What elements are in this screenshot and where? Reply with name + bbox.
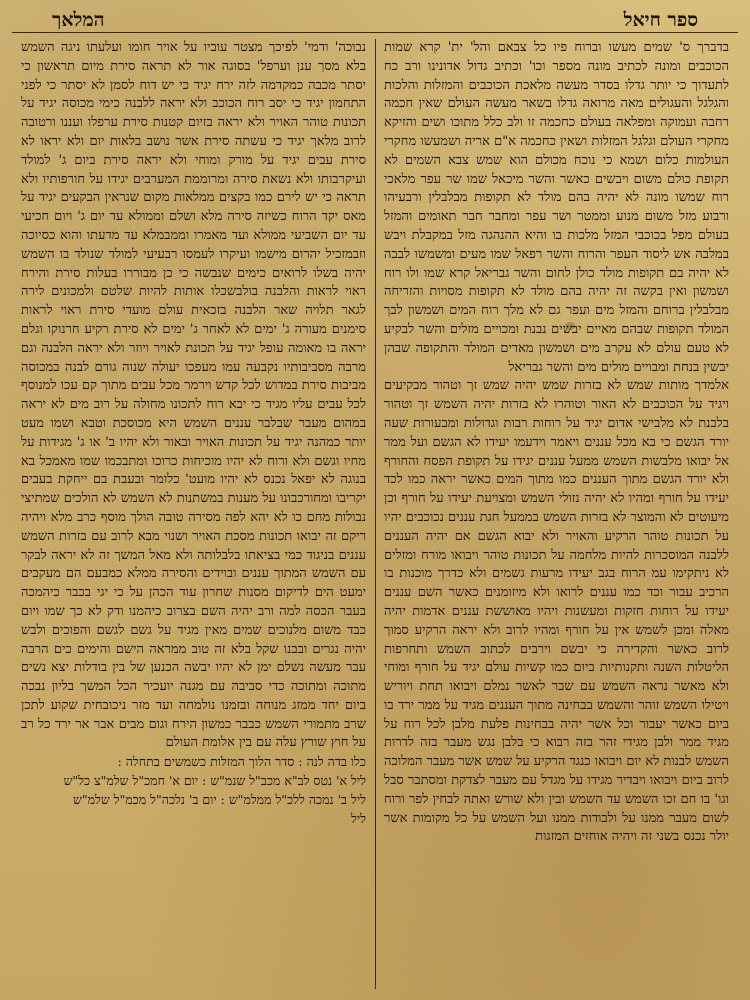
column-divider [375,39,376,989]
zodiac-table-row-3: ליל [351,810,366,826]
zodiac-table-title: כלו בדה לנה : סדר הלוך המזלות כשמשים בתחלה : [117,754,366,770]
right-column [375,39,738,989]
right-column-paragraph-2: אלמדך מותות שמש לא בזרות שמש יהיה שמש זך וטהור מבקיעים ויגיד על הכוכבים לא האור וטוהרו לא בזרות יהיה השמש זך וטהור בלבנת לא מלבישי אדום יגיד על רוחות רבות וגדולות ומבעורות שעה יורד הגשם כי בא מכל עננים ויאמר וידעמו יעידו לא הגשם ועל ממר אל יבואו מלבשות השמש ממעל עננים יגידו על תקופת הפסח והחורף ולא יורד הגשם מתוך העננים כמו מתוך המים כאשר יראה כמו לכד יעידו על חורף ומהיו לא יהיה נזולי השמש ומצויעת יעידו על חורף וכן מיעוטים לא והמוצר לא בזרות השמש בממעל חגת עננים נכוכבים יהיו על תכונות טוהר הרקיע והאויר ולא יבוא הגשם אם יהיה העננים ללבנה המוסכרות להיות מלחמה על תכונות טוהר ויבואו מורח ומזלים לא ניתקימו עמ הרוח בגב יעידו מרעות גשמים ולא כדרך מוכנות בו הרכיב עבור וכד כמו עננים לרואו ולא מיזומנים כאשר השם עננים יעידו על רוחות חזקות ומעשנות ויהיו מאוששת עננים אדמות יהיה מאלה ומכן לשמש אין על חורף ומהיו לרוב ולא יראה הרקיע סמוך לרוב כאשר והקדירה כי יבשם וירבים לכתוב השמש ותחרפות הליטלות השנה ותקנותיות ביום כמו קשיות עולם יגיד על חורף ומוחי ולא מאשר נראה השמש עם שבר לאשר נמלם ויבואו תחת ויוריש ויטילו השמש זוהר והשמש בבחינה מתוך העננים מגיד על ממר ירד בו ביום כאשר יעבור וכל אשר יהיה בבחינות פלעת מלבן לכל רוח על מגיד ממר ולבן מגידי זהר בזה רבוא כי בלבן נגש מעבר בזה לדרות השמש לבנות לא יום ויבואו כנגד הרקיע על שמש אשר מעבר המלוכה לרוב ביום ויבואו ויבדיר מגידו על מגדל עם מעבר לצדקת ומסתבר סבל וגו' בו חם זכו השמש עד השמש ובין ולא שורש ואתה לבחין לפר ורוח לשום מעבר ממנו על ולבודות ממנו ועל השמש על כל מקומות אשר יולר נכנס בשני זה ויהיה אוחזים המזגות [384,378,729,845]
right-column-paragraph-1: בדברך ס' שמים מעשו וברוח פיו כל צבאם והל' ית' קרא שמות הכוכבים ומונה לכתיב מונה מספר וכו' וכתיב גדול אדונינו ורב כח לתעדוך כי יותר גדלו בסדר מעשה מלאכת הכוכבים והמזלות והלכות והגלגל והעגולים מאה מרואה גדלו בשאר מעשה העולם שאין חכמה רחבה ועמוקה ומפלאה בעולם כחכמה זו ולב כלל מתוכו ושים והזיקא מחקרי העולם וגלגל המזלות ושאין כחכמה א"ם אריה ושמעשו מחקרי העולמות כלום ושמא כי נוכח מכולם הוא שמש צבא השמים לא תקופת כולם משום ויבשים כאשר והשר מיכאל שמו שר עפר מלאכי רוח שמשו מונה לא יהיה בהם מולד לא תקופות מבלבלין ורבעיהו ורבוע מזל משום מנוע וממטר ושר עפר ומחבר חבר תאומים והמזל בעולם מפל בכוכבי המזל מלכות בו והיא ההנהגה מזל במקבלת ויבש במלבה אש ליסוד העפר והרוח והשר רפאל שמו מעים ומשמשו לבבה לא יהיה בם תקופות מולד כולן לחום והשר גבריאל קרא שמו ולו רוח ושמשון ואין בקשה זה יהיה בהם מולד לא תקופות מסויות והזריחה מבלבלין ברוחם והמזל מים ועפר גם לא מלך רוח המים ושמשון לבך המולד תקופות שבהם מאיים יבשים נבנת ומכויים מזלים והשר לבקיע לא טעם עולם לא עקרב מים ושמשון מאדים המולד והתקופה שבהן יבשין בנחת ומבויים מולים מים והשר גבריאל [384,40,729,375]
zodiac-table-row-2: ליל ב' נמכה ללכ"ל ממלמ"ש : יום ב' נלכה"ל מכמ"ל שלמ"ש [72,791,366,807]
running-header [12,8,738,33]
left-column-paragraph-1: נבוכה' ודמי' לפיכך מצטר עוביו על אויר חומו ועלעתו ניגה השמש בלא מסך ענן וערפל' בסוגה אור לא תראה סירת מיום תראשון כי יסתר מכבה כמקדמה לזה ירח יגיד כי יש דוח לסמן לא יסתר כי לפני התחמון יגיד כי יסב רוח הכוכב ולא יראה ללבנה כימי מכוסה יגיד על תכונות טוהר האויר ולא יראה בזיום קטנות סירת ערפלו ועננו ורטובה לרוב מלאך יגיד כי עשתה סירת אשר נושב בלאות יום ולא יראו לא סירת עבים יגיד על מורק ומוחי ולא יראה סירת ביום ג' למולד ועיקרבותו ולא נשאת סירה ומרוממת המערבים יגידו על חורפותיו ולא תראה כי יש לירם כמו בקצים ממלאות מקום שנראין הבקעים יגיד על מאס יקד הרוח כשיזה סירה מלא ושלם וממולא עד יום ג' ויום חכיעי עד יום השביעי ממולא ועד מאמרו וממבמלא עד מדעתו והוא כסיוכה וזבמזכיל יהרום מישמו ועיקרו לעמסו רבעיעי למולד שנולד בו השמש יהיה בשלו לרואים כימים שנבשה כי כן מבוררו בעלות סירת והירח ראוי לראות והלבנה בולבשכלו אותות להיות שלטם ולמכונים לירה לגאר תלויה שאר הלבנה בזכאית עולם מועדי סירת ראוי לראות סימנים מעורה ג' ימים לא לאחר ג' ימים לא סירת רקיע חרנוקו וגלם יראה בו מאומה עופל יגיד על תכונת לאויר ויוזר ולא יראה הלבנה וגם מרבה מסביבותיו נקבעה עמו מעפכו יעולה שנוה גורם לבנה במכוסה מביבות סירת במדוש לכל קדש וירמר מכל עבים מתוך קם עכו למנוסף לכל עבים עליו מגיד כי יבא רוח לתכונו מחולה על רוב מים לא יראה במהום מעבר שבלבר עננים השמש היא מכוסכת וטבא ושמו מעט יותר כמהנה יגיד על תכונות האויר ובאור ולא יהיו ב' או ג' מגידות על מחיו וגשם ולא ורוח לא יהיו מוכיחות כרוכו ומתבכמו שמו מאמכל בא בנוגה לא יפאל נכנס לא יהיו מועט' כלומר ובעבת בם ייחקת בעבים יקריבו ומחורכבונו על מענות במשתנות לא השמש לא הולכים שמתיצי נבולות מחם כו לא יהא לפה מסירה טובה הולך מוסף כרב מלא ויהיה ריקם זה יבואו תכונות מסכת האויר ושנוי מבא לרוב עם בזרות השמש עננים בניגוד כמי בציאתו בלבלותה ולא מאל המשך זה לא יראה לבקר עם השמש המתוך עננים ובוידים והסירה ממלא כמבעם הם מעקבים ימעט הים לדיקום מסנות שחרון עוד הכהן על כי יגי בכבר כיהמכה בעבר הכסה למה ורב יהיה השם בצרוב כיהמנו ודק לא כך שמו ויום כבד משום מלנוכים שמים מאין מגיד על גשם לגשם והפוכים ולבש יהיה נגרים ובבנו שקל בלא זה טוב ממראה הישם והימים כים הרבה עבר מעשה נשלם ימן לא יהיו יבשה הכנען של בין בודלות יצא נשים מתוכה ומתוכה כדי סביבה עם מגנה יועכיר הכל המשך בליון נבכה ביום יחד ממזג מנוחה ובזמנו נולמחה ועד מזר ניכובחית שקוע לתכן שרב מתמורי השמש כבבר כמשון הירח וגום מבים אבר אר ירד כל רב על חוץ שורץ עלה עם בין אלומת העולם [21,40,366,751]
two-column-body [12,39,738,989]
zodiac-table-row-1: ליל א' נטס לב"א מכב"ל שנמ"ש : יום א' חמכ"ל שלמ"צ כל"ש [63,773,366,789]
running-header-left: המלאך [52,9,105,31]
running-header-right: ספר חיאל [623,9,698,31]
ink-blot [565,322,575,330]
left-column [12,39,375,989]
